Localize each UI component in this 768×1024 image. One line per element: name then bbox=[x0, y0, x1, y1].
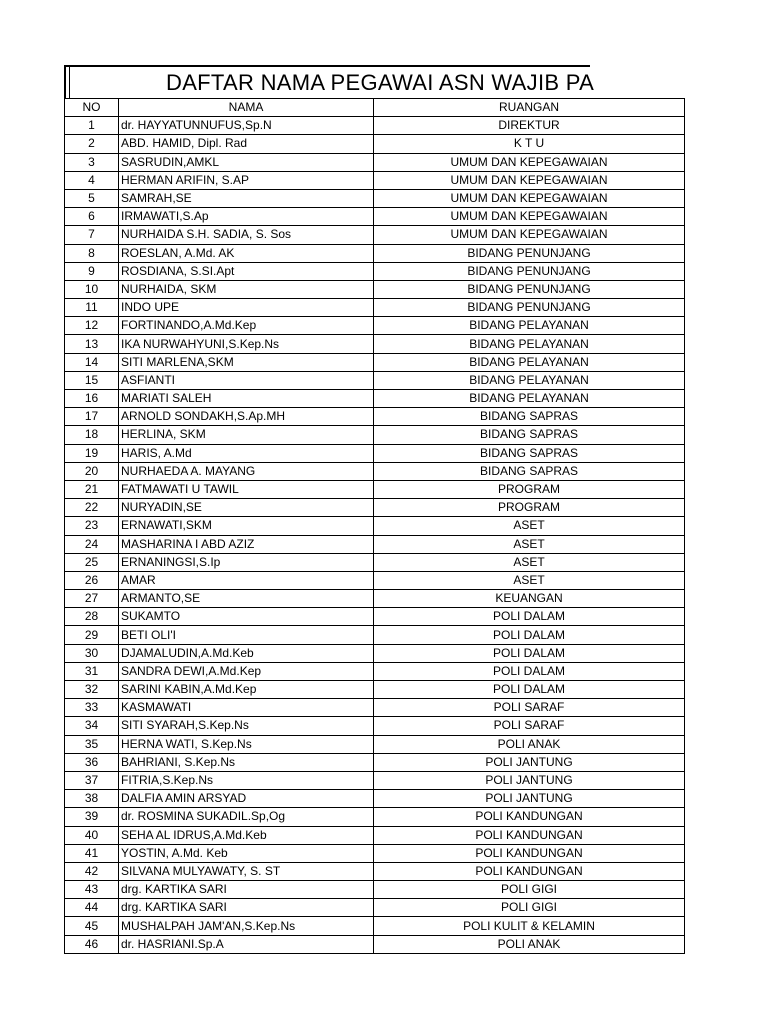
cell-no: 33 bbox=[65, 699, 119, 717]
cell-nama: drg. KARTIKA SARI bbox=[119, 881, 374, 899]
table-row bbox=[65, 935, 685, 953]
table-row bbox=[65, 608, 685, 626]
table-row bbox=[65, 408, 685, 426]
cell-no: 28 bbox=[65, 608, 119, 626]
spreadsheet-page bbox=[64, 65, 608, 957]
table-row bbox=[65, 662, 685, 680]
cell-ruangan: KEUANGAN bbox=[374, 590, 685, 608]
title-row bbox=[64, 65, 595, 98]
cell-no: 20 bbox=[65, 462, 119, 480]
cell-ruangan: BIDANG PENUNJANG bbox=[374, 244, 685, 262]
cell-nama: ARMANTO,SE bbox=[119, 590, 374, 608]
table-row bbox=[65, 153, 685, 171]
cell-ruangan: DIREKTUR bbox=[374, 117, 685, 135]
cell-ruangan: POLI KANDUNGAN bbox=[374, 826, 685, 844]
cell-ruangan: POLI SARAF bbox=[374, 699, 685, 717]
cell-nama: AMAR bbox=[119, 571, 374, 589]
cell-no: 46 bbox=[65, 935, 119, 953]
table-row bbox=[65, 753, 685, 771]
table-row bbox=[65, 699, 685, 717]
cell-ruangan: UMUM DAN KEPEGAWAIAN bbox=[374, 189, 685, 207]
table-row bbox=[65, 499, 685, 517]
table-row bbox=[65, 626, 685, 644]
cell-ruangan: UMUM DAN KEPEGAWAIAN bbox=[374, 153, 685, 171]
cell-ruangan: POLI JANTUNG bbox=[374, 753, 685, 771]
cell-ruangan: BIDANG PENUNJANG bbox=[374, 262, 685, 280]
cell-no: 26 bbox=[65, 571, 119, 589]
table-row bbox=[65, 644, 685, 662]
table-row bbox=[65, 571, 685, 589]
cell-no: 6 bbox=[65, 208, 119, 226]
cell-ruangan: PROGRAM bbox=[374, 499, 685, 517]
table-row bbox=[65, 262, 685, 280]
cell-ruangan: POLI DALAM bbox=[374, 626, 685, 644]
cell-no: 37 bbox=[65, 771, 119, 789]
cell-no: 21 bbox=[65, 480, 119, 498]
cell-ruangan: POLI DALAM bbox=[374, 681, 685, 699]
cell-nama: FITRIA,S.Kep.Ns bbox=[119, 771, 374, 789]
cell-no: 8 bbox=[65, 244, 119, 262]
cell-no: 12 bbox=[65, 317, 119, 335]
table-row bbox=[65, 189, 685, 207]
cell-nama: MARIATI SALEH bbox=[119, 390, 374, 408]
cell-no: 22 bbox=[65, 499, 119, 517]
cell-nama: INDO UPE bbox=[119, 299, 374, 317]
cell-nama: YOSTIN, A.Md. Keb bbox=[119, 844, 374, 862]
cell-no: 35 bbox=[65, 735, 119, 753]
cell-nama: BAHRIANI, S.Kep.Ns bbox=[119, 753, 374, 771]
cell-no: 23 bbox=[65, 517, 119, 535]
cell-ruangan: BIDANG PENUNJANG bbox=[374, 280, 685, 298]
cell-no: 18 bbox=[65, 426, 119, 444]
cell-ruangan: BIDANG PELAYANAN bbox=[374, 390, 685, 408]
table-row bbox=[65, 171, 685, 189]
cell-no: 2 bbox=[65, 135, 119, 153]
cell-ruangan: POLI ANAK bbox=[374, 935, 685, 953]
cell-ruangan: BIDANG SAPRAS bbox=[374, 408, 685, 426]
cell-ruangan: POLI ANAK bbox=[374, 735, 685, 753]
cell-ruangan: POLI KULIT & KELAMIN bbox=[374, 917, 685, 935]
cell-no: 25 bbox=[65, 553, 119, 571]
cell-nama: HERLINA, SKM bbox=[119, 426, 374, 444]
cell-ruangan: POLI KANDUNGAN bbox=[374, 844, 685, 862]
cell-ruangan: BIDANG PELAYANAN bbox=[374, 317, 685, 335]
cell-ruangan: BIDANG PELAYANAN bbox=[374, 353, 685, 371]
cell-nama: SILVANA MULYAWATY, S. ST bbox=[119, 862, 374, 880]
cell-nama: HARIS, A.Md bbox=[119, 444, 374, 462]
table-row bbox=[65, 535, 685, 553]
cell-nama: ROESLAN, A.Md. AK bbox=[119, 244, 374, 262]
cell-nama: SEHA AL IDRUS,A.Md.Keb bbox=[119, 826, 374, 844]
table-header-row bbox=[65, 99, 685, 117]
cell-nama: HERNA WATI, S.Kep.Ns bbox=[119, 735, 374, 753]
cell-ruangan: POLI DALAM bbox=[374, 608, 685, 626]
cell-no: 3 bbox=[65, 153, 119, 171]
cell-no: 32 bbox=[65, 681, 119, 699]
cell-nama: ERNANINGSI,S.Ip bbox=[119, 553, 374, 571]
table-row bbox=[65, 899, 685, 917]
cell-no: 34 bbox=[65, 717, 119, 735]
cell-no: 11 bbox=[65, 299, 119, 317]
cell-no: 43 bbox=[65, 881, 119, 899]
title-border-line bbox=[69, 67, 70, 98]
cell-nama: SITI MARLENA,SKM bbox=[119, 353, 374, 371]
table-row bbox=[65, 590, 685, 608]
cell-nama: ABD. HAMID, Dipl. Rad bbox=[119, 135, 374, 153]
table-row bbox=[65, 881, 685, 899]
cell-ruangan: ASET bbox=[374, 571, 685, 589]
cell-nama: SARINI KABIN,A.Md.Kep bbox=[119, 681, 374, 699]
header-nama: NAMA bbox=[119, 99, 374, 117]
cell-no: 14 bbox=[65, 353, 119, 371]
cell-nama: FATMAWATI U TAWIL bbox=[119, 480, 374, 498]
cell-ruangan: POLI JANTUNG bbox=[374, 771, 685, 789]
cell-nama: FORTINANDO,A.Md.Kep bbox=[119, 317, 374, 335]
table-row bbox=[65, 244, 685, 262]
cell-no: 27 bbox=[65, 590, 119, 608]
table-row bbox=[65, 771, 685, 789]
cell-no: 38 bbox=[65, 790, 119, 808]
cell-nama: MASHARINA I ABD AZIZ bbox=[119, 535, 374, 553]
cell-no: 17 bbox=[65, 408, 119, 426]
table-row bbox=[65, 353, 685, 371]
cell-no: 24 bbox=[65, 535, 119, 553]
cell-no: 42 bbox=[65, 862, 119, 880]
cell-ruangan: BIDANG SAPRAS bbox=[374, 462, 685, 480]
cell-ruangan: UMUM DAN KEPEGAWAIAN bbox=[374, 208, 685, 226]
table-row bbox=[65, 717, 685, 735]
cell-ruangan: K T U bbox=[374, 135, 685, 153]
header-ruangan: RUANGAN bbox=[374, 99, 685, 117]
cell-nama: ROSDIANA, S.SI.Apt bbox=[119, 262, 374, 280]
cell-no: 10 bbox=[65, 280, 119, 298]
cell-ruangan: ASET bbox=[374, 535, 685, 553]
header-no: NO bbox=[65, 99, 119, 117]
cell-no: 30 bbox=[65, 644, 119, 662]
table-row bbox=[65, 444, 685, 462]
cell-nama: HERMAN ARIFIN, S.AP bbox=[119, 171, 374, 189]
cell-nama: ASFIANTI bbox=[119, 371, 374, 389]
table-row bbox=[65, 517, 685, 535]
cell-ruangan: POLI DALAM bbox=[374, 644, 685, 662]
cell-no: 5 bbox=[65, 189, 119, 207]
table-row bbox=[65, 117, 685, 135]
cell-nama: SAMRAH,SE bbox=[119, 189, 374, 207]
cell-ruangan: POLI KANDUNGAN bbox=[374, 808, 685, 826]
table-row bbox=[65, 426, 685, 444]
table-row bbox=[65, 280, 685, 298]
cell-nama: SASRUDIN,AMKL bbox=[119, 153, 374, 171]
cell-nama: drg. KARTIKA SARI bbox=[119, 899, 374, 917]
cell-ruangan: BIDANG SAPRAS bbox=[374, 444, 685, 462]
cell-no: 19 bbox=[65, 444, 119, 462]
cell-nama: dr. HAYYATUNNUFUS,Sp.N bbox=[119, 117, 374, 135]
cell-ruangan: BIDANG PENUNJANG bbox=[374, 299, 685, 317]
table-row bbox=[65, 917, 685, 935]
cell-nama: NURYADIN,SE bbox=[119, 499, 374, 517]
cell-ruangan: PROGRAM bbox=[374, 480, 685, 498]
cell-ruangan: POLI KANDUNGAN bbox=[374, 862, 685, 880]
cell-nama: MUSHALPAH JAM'AN,S.Kep.Ns bbox=[119, 917, 374, 935]
cell-no: 41 bbox=[65, 844, 119, 862]
cell-nama: SANDRA DEWI,A.Md.Kep bbox=[119, 662, 374, 680]
cell-no: 7 bbox=[65, 226, 119, 244]
cell-nama: NURHAEDA A. MAYANG bbox=[119, 462, 374, 480]
cell-nama: SITI SYARAH,S.Kep.Ns bbox=[119, 717, 374, 735]
table-row bbox=[65, 371, 685, 389]
cell-nama: SUKAMTO bbox=[119, 608, 374, 626]
cell-ruangan: ASET bbox=[374, 517, 685, 535]
cell-nama: ARNOLD SONDAKH,S.Ap.MH bbox=[119, 408, 374, 426]
cell-no: 13 bbox=[65, 335, 119, 353]
table-row bbox=[65, 681, 685, 699]
table-row bbox=[65, 390, 685, 408]
cell-ruangan: BIDANG PELAYANAN bbox=[374, 371, 685, 389]
cell-no: 45 bbox=[65, 917, 119, 935]
cell-nama: IKA NURWAHYUNI,S.Kep.Ns bbox=[119, 335, 374, 353]
employee-table bbox=[64, 98, 685, 954]
cell-nama: DALFIA AMIN ARSYAD bbox=[119, 790, 374, 808]
table-row bbox=[65, 826, 685, 844]
cell-nama: KASMAWATI bbox=[119, 699, 374, 717]
cell-nama: ERNAWATI,SKM bbox=[119, 517, 374, 535]
cell-nama: dr. HASRIANI.Sp.A bbox=[119, 935, 374, 953]
cell-nama: NURHAIDA S.H. SADIA, S. Sos bbox=[119, 226, 374, 244]
cell-no: 40 bbox=[65, 826, 119, 844]
cell-nama: IRMAWATI,S.Ap bbox=[119, 208, 374, 226]
cell-nama: NURHAIDA, SKM bbox=[119, 280, 374, 298]
table-row bbox=[65, 844, 685, 862]
cell-no: 39 bbox=[65, 808, 119, 826]
document-title: DAFTAR NAMA PEGAWAI ASN WAJIB PA bbox=[166, 70, 595, 95]
cell-nama: dr. ROSMINA SUKADIL.Sp,Og bbox=[119, 808, 374, 826]
cell-ruangan: UMUM DAN KEPEGAWAIAN bbox=[374, 171, 685, 189]
cell-ruangan: POLI GIGI bbox=[374, 881, 685, 899]
cell-ruangan: UMUM DAN KEPEGAWAIAN bbox=[374, 226, 685, 244]
cell-no: 4 bbox=[65, 171, 119, 189]
table-row bbox=[65, 480, 685, 498]
cell-ruangan: BIDANG PELAYANAN bbox=[374, 335, 685, 353]
table-row bbox=[65, 299, 685, 317]
cell-ruangan: ASET bbox=[374, 553, 685, 571]
table-row bbox=[65, 226, 685, 244]
table-row bbox=[65, 135, 685, 153]
table-row bbox=[65, 317, 685, 335]
table-row bbox=[65, 553, 685, 571]
cell-no: 36 bbox=[65, 753, 119, 771]
cell-no: 15 bbox=[65, 371, 119, 389]
table-row bbox=[65, 808, 685, 826]
cell-ruangan: POLI JANTUNG bbox=[374, 790, 685, 808]
cell-nama: BETI OLI'I bbox=[119, 626, 374, 644]
cell-ruangan: POLI SARAF bbox=[374, 717, 685, 735]
cell-ruangan: POLI DALAM bbox=[374, 662, 685, 680]
cell-ruangan: BIDANG SAPRAS bbox=[374, 426, 685, 444]
cell-no: 31 bbox=[65, 662, 119, 680]
cell-no: 44 bbox=[65, 899, 119, 917]
table-row bbox=[65, 790, 685, 808]
table-row bbox=[65, 862, 685, 880]
cell-ruangan: POLI GIGI bbox=[374, 899, 685, 917]
cell-no: 1 bbox=[65, 117, 119, 135]
cell-no: 29 bbox=[65, 626, 119, 644]
cell-no: 16 bbox=[65, 390, 119, 408]
cell-nama: DJAMALUDIN,A.Md.Keb bbox=[119, 644, 374, 662]
table-row bbox=[65, 335, 685, 353]
table-body bbox=[65, 117, 685, 954]
table-row bbox=[65, 462, 685, 480]
table-row bbox=[65, 735, 685, 753]
table-row bbox=[65, 208, 685, 226]
cell-no: 9 bbox=[65, 262, 119, 280]
